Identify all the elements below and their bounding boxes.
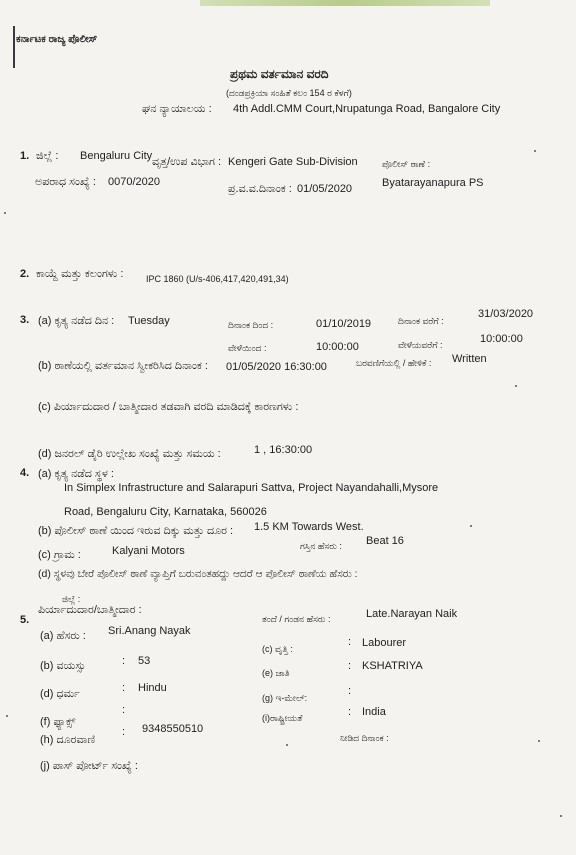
caste-colon: :: [348, 660, 352, 672]
delay-reason-label: (c) ಪಿರ್ಯಾದುದಾರ / ಬಾತ್ಮೀದಾರ ತಡವಾಗಿ ವರದಿ ಮಾಡಿದಕ್ಕೆ ಕಾರಣಗಳು :: [38, 401, 299, 413]
court-value: 4th Addl.CMM Court,Nrupatunga Road, Bangalore City: [233, 103, 501, 115]
general-diary-label: (d) ಜನರಲ್ ಡೈರಿ ಉಲ್ಲೇಖ ಸಂಖ್ಯೆ ಮತ್ತು ಸಮಯ :: [38, 448, 221, 460]
fir-date-value: 01/05/2020: [297, 183, 353, 195]
from-date-label: ದಿನಾಂಕ ದಿಂದ :: [228, 320, 274, 330]
direction-distance-label: (b) ಪೊಲೀಸ್ ಠಾಣೆ ಯಿಂದ ಇರುವ ದಿಕ್ಕು ಮತ್ತು ದೂರ :: [38, 525, 234, 537]
to-time-value: 10:00:00: [480, 333, 523, 345]
direction-distance-value: 1.5 KM Towards West.: [254, 521, 364, 533]
police-station-value: Byatarayanapura PS: [382, 177, 484, 189]
religion-colon: :: [122, 682, 126, 694]
other-district-label: ಜಿಲ್ಲೆ :: [62, 594, 81, 604]
occupation-label: (c) ವೃತ್ತಿ :: [262, 644, 293, 654]
page-title: ಪ್ರಥಮ ವರ್ತಮಾನ ವರದಿ: [230, 67, 329, 81]
written-value: Written: [452, 353, 487, 365]
section-2-number: 2.: [20, 268, 30, 280]
fax-label: (f) ಫ್ಯಾಕ್ಸ್: [40, 716, 76, 728]
scan-speck: [534, 150, 536, 152]
section-1-number: 1.: [20, 150, 30, 162]
page-top-strip: [200, 0, 490, 6]
beat-value: Beat 16: [366, 535, 404, 547]
email-colon: :: [348, 685, 352, 697]
written-label: ಬರವಣಿಗೆಯಲ್ಲಿ / ಹೇಳಿಕೆ :: [356, 358, 432, 368]
section-4-number: 4.: [20, 467, 30, 479]
to-date-label: ದಿನಾಂಕ ವರೆಗೆ :: [398, 316, 444, 326]
scan-speck: [560, 815, 562, 817]
religion-value: Hindu: [138, 682, 167, 694]
general-diary-value: 1 , 16:30:00: [254, 444, 313, 456]
nationality-label: (i)ರಾಷ್ಟ್ರೀಯತೆ: [262, 713, 303, 723]
scan-speck: [470, 525, 472, 527]
scan-speck: [538, 740, 540, 742]
from-date-value: 01/10/2019: [316, 318, 372, 330]
religion-label: (d) ಧರ್ಮ: [40, 688, 80, 700]
occurrence-day-value: Tuesday: [128, 315, 170, 327]
fax-colon: :: [122, 704, 126, 716]
phone-label: (h) ದೂರವಾಣಿ: [40, 734, 96, 746]
other-police-station-label: (d) ಸ್ಥಳವು ಬೇರೆ ಪೊಲೀಸ್ ಠಾಣೆ ವ್ಯಾಪ್ತಿಗೆ ಬರುವಂತಹದ್ದು ಆದರೆ ಆ ಪೊಲೀಸ್ ಠಾಣೆಯ ಹೆಸರು :: [38, 568, 358, 580]
received-date-label: (b) ಠಾಣೆಯಲ್ಲಿ ವರ್ತಮಾನ ಸ್ವೀಕರಿಸಿದ ದಿನಾಂಕ :: [38, 360, 208, 372]
crime-number-value: 0070/2020: [108, 176, 160, 188]
beat-label: ಗಸ್ತಿನ ಹೆಸರು :: [300, 541, 342, 551]
from-time-value: 10:00:00: [316, 341, 359, 353]
address-line-1: In Simplex Infrastructure and Salarapuri Sattva, Project Nayandahalli,Mysore: [64, 482, 439, 494]
page-subtitle: (ದಂಡಪ್ರಕ್ರಿಯಾ ಸಂಹಿತೆ ಕಲಂ 154 ರ ಕೆಳಗೆ): [226, 88, 352, 98]
circle-value: Kengeri Gate Sub-Division: [228, 156, 358, 168]
passport-label: (j) ಪಾಸ್ ಪೋರ್ಟ್ ಸಂಖ್ಯೆ :: [40, 760, 138, 772]
section-3-number: 3.: [20, 314, 30, 326]
phone-value: 9348550510: [142, 723, 204, 735]
father-name-value: Late.Narayan Naik: [366, 608, 458, 620]
to-date-value: 31/03/2020: [478, 308, 534, 320]
caste-value: KSHATRIYA: [362, 660, 423, 672]
police-station-label: ಪೊಲೀಸ್ ಠಾಣೆ :: [382, 159, 431, 169]
act-value: IPC 1860 (U/s-406,417,420,491,34): [146, 274, 289, 284]
act-label: ಕಾಯ್ದೆ ಮತ್ತು ಕಲಂಗಳು :: [36, 268, 124, 280]
scan-speck: [6, 715, 8, 717]
occurrence-day-label: (a) ಕೃತ್ಯ ನಡೆದ ದಿನ :: [38, 315, 115, 327]
nationality-colon: :: [348, 706, 352, 718]
district-value: Bengaluru City: [80, 150, 153, 162]
email-label: (g) ಇ-ಮೇಲ್:: [262, 693, 308, 703]
nationality-value: India: [362, 706, 386, 718]
phone-colon: :: [122, 726, 126, 738]
to-time-label: ವೇಳೆಯವರೆಗೆ :: [398, 340, 443, 350]
occupation-value: Labourer: [362, 637, 407, 649]
name-value: Sri.Anang Nayak: [108, 625, 191, 637]
department-name: ಕರ್ನಾಟಕ ರಾಜ್ಯ ಪೊಲೀಸ್: [16, 34, 98, 45]
village-value: Kalyani Motors: [112, 545, 185, 557]
complainant-label: ಪಿರ್ಯಾದುದಾರ/ಬಾತ್ಮೀದಾರ :: [38, 604, 142, 616]
caste-label: (e) ಜಾತಿ: [262, 668, 290, 678]
fir-date-label: ಪ್ರ.ವ.ವ.ದಿನಾಂಕ :: [228, 183, 292, 195]
occupation-colon: :: [348, 636, 352, 648]
court-label: ಘನ ನ್ಯಾಯಾಲಯ :: [142, 103, 212, 115]
issued-date-label: ನೀಡಿದ ದಿನಾಂಕ :: [340, 733, 389, 743]
address-line-2: Road, Bengaluru City, Karnataka, 560026: [64, 506, 267, 518]
crime-number-label: ಅಪರಾಧ ಸಂಖ್ಯೆ :: [35, 176, 96, 188]
district-label: ಜಿಲ್ಲೆ :: [36, 150, 59, 162]
received-date-value: 01/05/2020 16:30:00: [226, 361, 327, 373]
circle-label: ವೃತ್ತ/ಉಪ ವಿಭಾಗ :: [152, 156, 222, 168]
scan-speck: [515, 385, 517, 387]
scan-speck: [286, 744, 288, 746]
age-label: (b) ವಯಸ್ಸು: [40, 660, 86, 672]
father-name-label: ತಂದೆ / ಗಂಡನ ಹೆಸರು :: [262, 614, 331, 624]
village-label: (c) ಗ್ರಾಮ :: [38, 549, 81, 561]
from-time-label: ವೇಳೆಯಿಂದ :: [228, 343, 267, 353]
scan-speck: [4, 212, 6, 214]
page-edge-mark: [13, 26, 15, 68]
age-value: 53: [138, 655, 151, 667]
name-label: (a) ಹೆಸರು :: [40, 630, 86, 642]
place-of-occurrence-label: (a) ಕೃತ್ಯ ನಡೆದ ಸ್ಥಳ :: [38, 468, 114, 480]
age-colon: :: [122, 655, 126, 667]
section-5-number: 5.: [20, 614, 30, 626]
